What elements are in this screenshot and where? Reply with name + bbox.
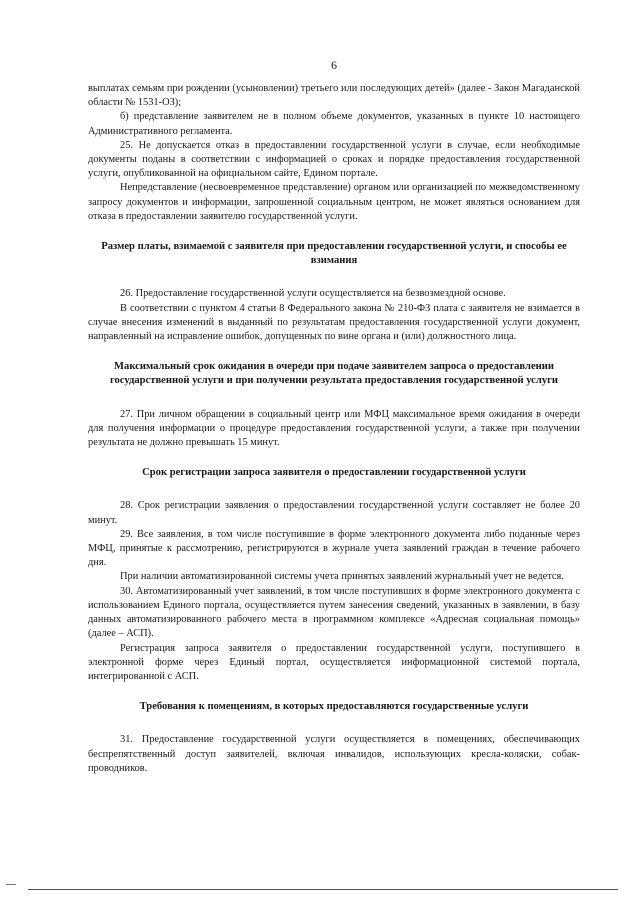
paragraph: 25. Не допускается отказ в предоставлении государственной услуги в случае, если необходимые документы поданы в соответствии с информацией о сроках и порядке предоставления государственной услуги, опубликованной на официальном сайте, Едином портале. (88, 139, 580, 180)
page-number: 6 (331, 58, 337, 72)
paragraph: 30. Автоматизированный учет заявлений, в том числе поступивших в форме электронного документа с использованием Единого портала, осуществляется путем занесения сведений, указанных в заявлении, в базу данных автоматизированного рабочего места в программном комплексе «Адресная социальная помощь» (далее – АСП). (88, 585, 580, 640)
paragraph: Непредставление (несвоевременное представление) органом или организацией по межведомственному запросу документов и информации, запрошенной социальным центром, не может являться основанием для отказа в предоставлении заявителю государственной услуги. (88, 182, 580, 222)
paragraph: б) представление заявителем не в полном объеме документов, указанных в пункте 10 настоящего Административного регламента. (88, 111, 580, 137)
section-heading: Срок регистрации запроса заявителя о предоставлении государственной услуги (142, 467, 526, 479)
paragraph: Регистрация запроса заявителя о предоставлении государственной услуги, поступившего в электронной форме через Единый портал, осуществляется информационной системой портала, интегрированной с АСП. (88, 642, 580, 682)
section-heading: Требования к помещениям, в которых предоставляются государственные услуги (139, 701, 529, 713)
paragraph: выплатах семьям при рождении (усыновлении) третьего или последующих детей» (далее - Закон Магаданской области № 1531-ОЗ); (88, 83, 580, 109)
document-body (88, 82, 580, 776)
paragraph: При наличии автоматизированной системы учета принятых заявлений журнальный учет не ведется. (120, 571, 564, 583)
paragraph: 26. Предоставление государственной услуги осуществляется на безвозмездной основе. (120, 288, 506, 300)
section-heading: Максимальный срок ожидания в очереди при подаче заявителем запроса о предоставлении государственной услуги и при получении результата предоставления государственной услуги (109, 361, 559, 387)
paragraph: В соответствии с пунктом 4 статьи 8 Федерального закона № 210-ФЗ плата с заявителя не взимается в случае внесения изменений в выданный по результатам предоставления государственной услуги документ, направленный на исправление ошибок, допущенных по вине органа и (или) должностного лица. (88, 302, 580, 343)
paragraph: 31. Предоставление государственной услуги осуществляется в помещениях, обеспечивающих беспрепятственный доступ заявителей, включая инвалидов, использующих кресла-коляски, собак-проводников. (88, 734, 580, 774)
footer-divider (28, 889, 618, 890)
section-heading: Размер платы, взимаемой с заявителя при предоставлении государственной услуги, и способы ее взимания (101, 241, 567, 267)
footer-mark (6, 884, 16, 885)
paragraph: 29. Все заявления, в том числе поступившие в форме электронного документа либо поданные через МФЦ, принятые к рассмотрению, регистрируются в журнале учета заявлений граждан в течение рабочего дня. (88, 528, 580, 569)
paragraph: 28. Срок регистрации заявления о предоставлении государственной услуги составляет не более 20 минут. (88, 500, 580, 526)
paragraph: 27. При личном обращении в социальный центр или МФЦ максимальное время ожидания в очереди для получения информации о процедуре предоставления государственной услуги, а также при получении результата не должно превышать 15 минут. (88, 408, 580, 449)
